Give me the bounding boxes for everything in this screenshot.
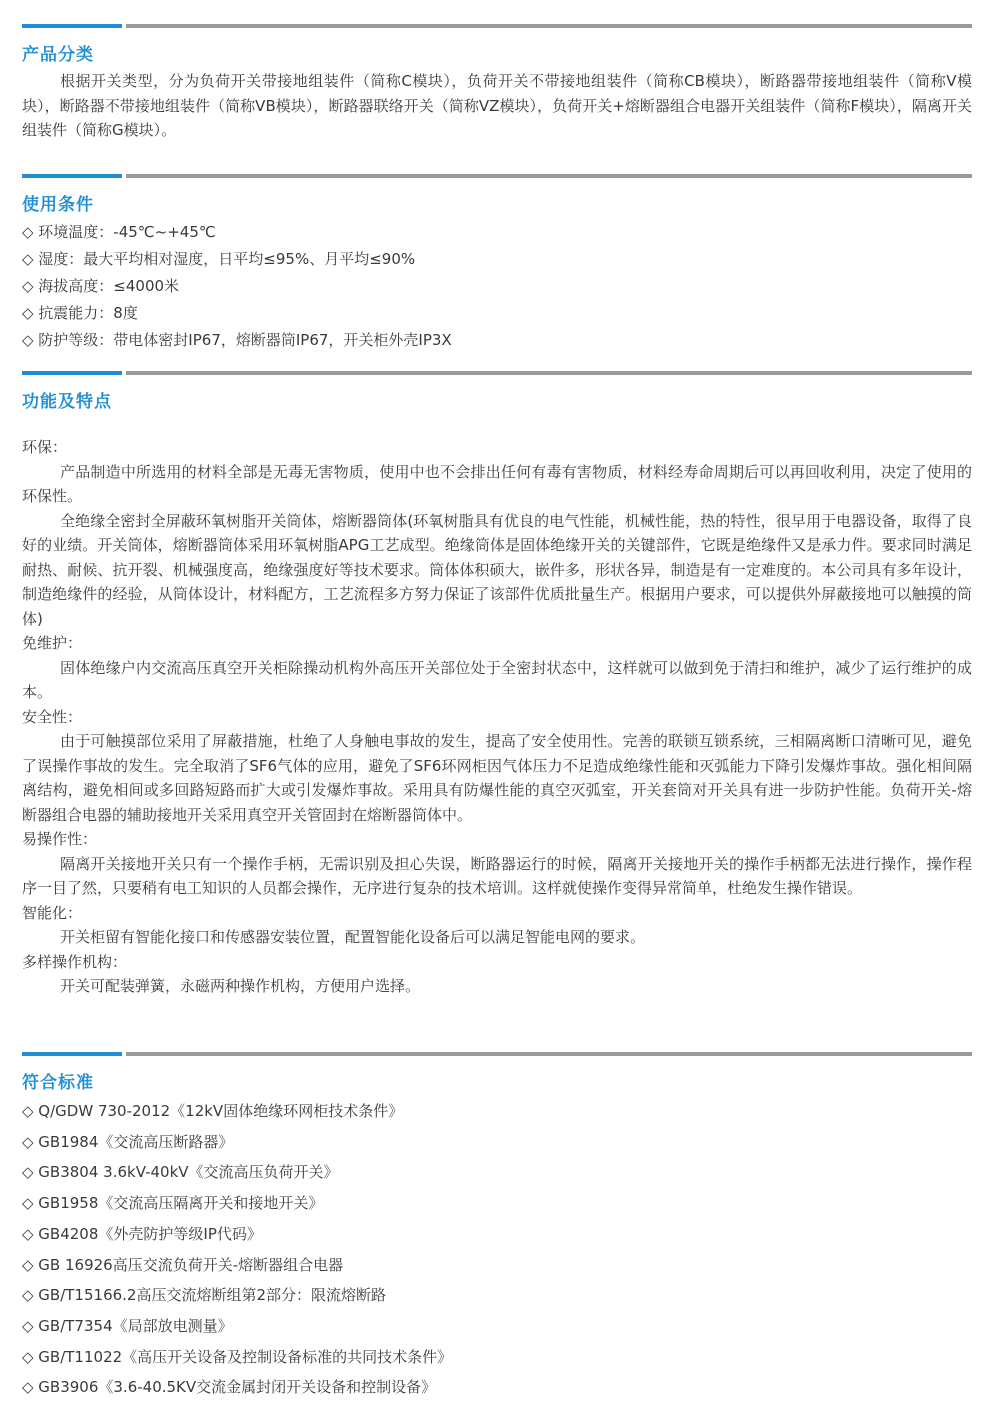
- feature-text-environment-2: 全绝缘全密封全屏蔽环氧树脂开关筒体，熔断器筒体(环氧树脂具有优良的电气性能，机械性能，热的特性，很早用于电器设备，取得了良好的业绩。开关筒体，熔断器筒体采用环氧树脂APG工艺成型。绝缘筒体是固体绝缘开关的关键部件，它既是绝缘件又是承力件。要求同时满足耐热、耐候、抗开裂、机械强度高，绝缘强度好等技术要求。筒体体积硕大，嵌件多，形状各异，制造是有一定难度的。本公司具有多年设计，制造绝缘件的经验，从筒体设计，材料配方，工艺流程多方努力保证了该部件优质批量生产。根据用户要求，可以提供外屏蔽接地可以触摸的筒体): [22, 511, 972, 628]
- features-title: 功能及特点: [22, 392, 112, 412]
- list-item: ◇ Q/GDW 730-2012《12kV固体绝缘环网柜技术条件》: [22, 1102, 404, 1120]
- section-divider: [22, 174, 972, 180]
- list-item: ◇ 环境温度：-45℃~+45℃: [22, 223, 216, 241]
- list-item: ◇ GB/T7354《局部放电测量》: [22, 1316, 233, 1335]
- section-divider: [22, 1052, 972, 1058]
- list-item: ◇ GB/T15166.2高压交流熔断组第2部分：限流熔断路: [22, 1286, 387, 1305]
- list-item: ◇ GB/T11022《高压开关设备及控制设备标准的共同技术条件》: [22, 1347, 453, 1366]
- feature-label-ease: 易操作性：: [22, 830, 98, 848]
- list-item: ◇ 抗震能力：8度: [22, 304, 138, 322]
- standards-list: [22, 1096, 972, 1403]
- list-item: ◇ GB3906《3.6-40.5KV交流金属封闭开关设备和控制设备》: [22, 1378, 437, 1397]
- feature-label-environment: 环保：: [22, 438, 68, 456]
- feature-text-ease: 隔离开关接地开关只有一个操作手柄，无需识别及担心失误，断路器运行的时候，隔离开关接地开关的操作手柄都无法进行操作，操作程序一目了然，只要稍有电工知识的人员都会操作，无序进行复杂的技术培训。这样就使操作变得异常简单，杜绝发生操作错误。: [22, 854, 972, 897]
- feature-text-maintenance: 固体绝缘户内交流高压真空开关柜除操动机构外高压开关部位处于全密封状态中，这样就可以做到免于清扫和维护，减少了运行维护的成本。: [22, 658, 972, 701]
- list-item: ◇ GB 16926高压交流负荷开关-熔断器组合电器: [22, 1255, 344, 1274]
- section-divider: [22, 24, 972, 30]
- list-item: ◇ GB1958《交流高压隔离开关和接地开关》: [22, 1194, 324, 1213]
- feature-text-environment-1: 产品制造中所选用的材料全部是无毒无害物质，使用中也不会排出任何有毒有害物质，材料经寿命周期后可以再回收利用，决定了使用的环保性。: [22, 462, 972, 505]
- conditions-list: [22, 219, 972, 354]
- list-item: ◇ 湿度：最大平均相对湿度，日平均≤95%、月平均≤90%: [22, 250, 416, 268]
- section-divider: [22, 371, 972, 377]
- list-item: ◇ GB3804 3.6kV-40kV《交流高压负荷开关》: [22, 1163, 339, 1182]
- conditions-section: [22, 174, 972, 354]
- feature-text-safety: 由于可触摸部位采用了屏蔽措施，杜绝了人身触电事故的发生，提高了安全使用性。完善的联锁互锁系统，三相隔离断口清晰可见，避免了误操作事故的发生。完全取消了SF6气体的应用，避免了SF6环网柜因气体压力不足造成绝缘性能和灭弧能力下降引发爆炸事故。强化相间隔离结构，避免相间或多回路短路而扩大或引发爆炸事故。采用具有防爆性能的真空灭弧室，开关套筒对开关具有进一步防护性能。负荷开关-熔断器组合电器的辅助接地开关采用真空开关管固封在熔断器筒体中。: [22, 732, 972, 824]
- feature-text-smart: 开关柜留有智能化接口和传感器安装位置，配置智能化设备后可以满足智能电网的要求。: [60, 928, 646, 946]
- list-item: ◇ GB4208《外壳防护等级IP代码》: [22, 1224, 262, 1243]
- feature-label-smart: 智能化：: [22, 903, 83, 922]
- standards-section: [22, 1052, 972, 1403]
- feature-label-mechanism: 多样操作机构：: [22, 952, 128, 971]
- classification-title: 产品分类: [22, 45, 94, 65]
- classification-text: 根据开关类型，分为负荷开关带接地组装件（简称C模块），负荷开关不带接地组装件（简称CB模块），断路器带接地组装件（简称V模块），断路器不带接地组装件（简称VB模块），断路器联络开关（简称VZ模块），负荷开关+熔断器组合电器开关组装件（简称F模块），隔离开关组装件（简称G模块）。: [22, 72, 972, 139]
- feature-label-maintenance: 免维护：: [22, 634, 83, 652]
- feature-text-mechanism: 开关可配装弹簧，永磁两种操作机构，方便用户选择。: [60, 977, 421, 995]
- list-item: ◇ 海拔高度：≤4000米: [22, 277, 180, 295]
- feature-label-safety: 安全性：: [22, 707, 83, 726]
- list-item: ◇ GB1984《交流高压断路器》: [22, 1132, 234, 1151]
- conditions-title: 使用条件: [22, 195, 94, 215]
- classification-section: [22, 24, 972, 143]
- standards-title: 符合标准: [22, 1073, 94, 1093]
- features-section: [22, 371, 972, 999]
- list-item: ◇ 防护等级：带电体密封IP67，熔断器筒IP67，开关柜外壳IP3X: [22, 331, 452, 349]
